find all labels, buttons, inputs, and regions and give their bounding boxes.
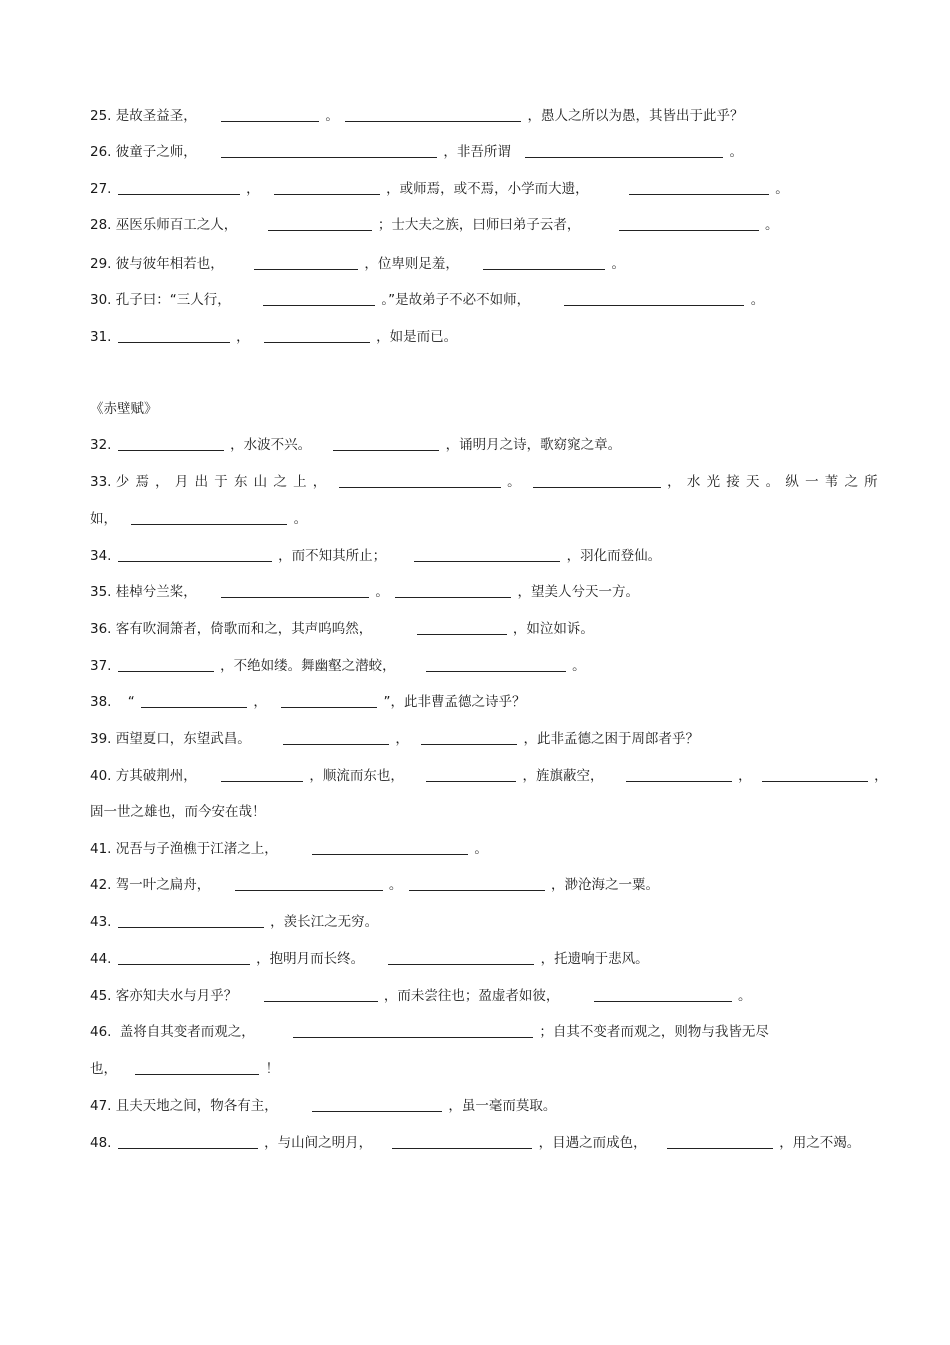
fill-blank[interactable] (141, 693, 247, 708)
fill-blank[interactable] (254, 255, 358, 270)
question-text: ，旌旗蔽空， (522, 768, 604, 784)
question-text: ，水波不兴。 (230, 437, 312, 453)
question-text: 方其破荆州， (115, 768, 197, 784)
question-27 (90, 178, 860, 200)
question-text: 且夫天地之间，物各有主， (115, 1098, 278, 1114)
question-40 (90, 765, 888, 787)
question-text: 。 (750, 292, 765, 308)
question-37 (90, 655, 860, 677)
question-text: ！ (265, 1061, 280, 1077)
fill-blank[interactable] (312, 840, 468, 855)
question-38 (90, 691, 860, 713)
fill-blank[interactable] (667, 1134, 773, 1149)
question-number: 32. (90, 437, 112, 453)
question-46-cont (90, 1058, 860, 1080)
question-25 (90, 105, 860, 127)
question-text: ， (395, 731, 409, 747)
fill-blank[interactable] (221, 583, 369, 598)
question-text: ；自其不变者而观之，则物与我皆无尽 (539, 1024, 769, 1040)
question-text: ，而不知其所止； (278, 548, 387, 564)
question-text: ， (246, 181, 260, 197)
question-number: 44. (90, 951, 112, 967)
question-number: 48. (90, 1135, 112, 1151)
fill-blank[interactable] (392, 1134, 532, 1149)
question-text: ，如泣如诉。 (512, 621, 594, 637)
question-text: 固一世之雄也，而今安在哉！ (90, 804, 266, 820)
question-text: 。 (611, 256, 625, 272)
question-text: ；士大夫之族，曰师曰弟子云者， (377, 217, 581, 233)
question-text: 孔子曰：“三人行， (115, 292, 231, 308)
question-text: 。 (293, 511, 308, 527)
question-48 (90, 1132, 860, 1154)
question-text: 客有吹洞箫者，倚歌而和之，其声呜呜然， (115, 621, 373, 637)
question-text: ，非吾所谓 (443, 144, 511, 160)
question-number: 42. (90, 877, 112, 893)
question-number: 39. (90, 731, 112, 747)
question-text: ，望美人兮天一方。 (517, 584, 639, 600)
question-text: ，羡长江之无穷。 (270, 914, 379, 930)
question-text: ， (236, 329, 250, 345)
question-47 (90, 1095, 860, 1117)
question-number: 26. (90, 144, 112, 160)
question-text: 客亦知夫水与月乎？ (115, 988, 238, 1004)
fill-blank[interactable] (268, 216, 372, 231)
fill-blank[interactable] (414, 547, 560, 562)
fill-blank[interactable] (118, 328, 230, 343)
fill-blank[interactable] (421, 730, 517, 745)
question-text: 。 (572, 658, 586, 674)
question-45 (90, 985, 860, 1007)
fill-blank[interactable] (312, 1097, 442, 1112)
question-30 (90, 289, 860, 311)
question-29 (90, 253, 860, 275)
question-text: ，顺流而东也， (309, 768, 404, 784)
fill-blank[interactable] (135, 1060, 259, 1075)
question-text: 。 (507, 474, 521, 490)
fill-blank[interactable] (762, 767, 868, 782)
fill-blank[interactable] (264, 328, 370, 343)
fill-blank[interactable] (339, 473, 501, 488)
question-number: 31. (90, 329, 112, 345)
fill-blank[interactable] (281, 693, 377, 708)
question-text: ，虽一毫而莫取。 (448, 1098, 557, 1114)
fill-blank[interactable] (345, 107, 521, 122)
question-text: 。 (729, 144, 743, 160)
fill-blank[interactable] (283, 730, 389, 745)
fill-blank[interactable] (395, 583, 511, 598)
fill-blank[interactable] (417, 620, 507, 635)
fill-blank[interactable] (118, 950, 250, 965)
fill-blank[interactable] (118, 913, 264, 928)
question-text: ， (874, 768, 888, 784)
fill-blank[interactable] (131, 510, 287, 525)
question-39 (90, 728, 860, 750)
question-text: 。 (764, 217, 779, 233)
question-number: 41. (90, 841, 112, 857)
question-34 (90, 545, 860, 567)
question-number: 36. (90, 621, 112, 637)
question-text: ，目遇之而成色， (538, 1135, 647, 1151)
fill-blank[interactable] (221, 767, 303, 782)
question-number: 37. (90, 658, 112, 674)
section-title: 《赤壁赋》 (90, 401, 158, 417)
fill-blank[interactable] (274, 180, 380, 195)
question-text: 也， (90, 1061, 117, 1077)
question-text: 。 (325, 108, 339, 124)
question-number: 33. (90, 474, 112, 490)
fill-blank[interactable] (263, 291, 375, 306)
question-number: 27. (90, 181, 112, 197)
question-text: ，不绝如缕。舞幽壑之潜蛟， (220, 658, 396, 674)
question-41 (90, 838, 860, 860)
question-number: 40. (90, 768, 112, 784)
question-text: 。 (375, 584, 389, 600)
question-text: ，如是而已。 (376, 329, 458, 345)
fill-blank[interactable] (221, 107, 319, 122)
question-text: 少焉，月出于东山之上， (115, 474, 333, 490)
fill-blank[interactable] (333, 436, 439, 451)
question-44 (90, 948, 860, 970)
fill-blank[interactable] (626, 767, 732, 782)
question-text: 彼与彼年相若也， (115, 256, 224, 272)
question-number: 43. (90, 914, 112, 930)
question-32 (90, 434, 860, 456)
question-number: 45. (90, 988, 112, 1004)
question-33-cont (90, 508, 860, 530)
question-number: 47. (90, 1098, 112, 1114)
question-40-cont (90, 801, 860, 823)
question-number: 46. (90, 1024, 112, 1040)
question-number: 38. (90, 694, 112, 710)
question-text: 如， (90, 511, 117, 527)
question-text: 。 (474, 841, 488, 857)
fill-blank[interactable] (118, 180, 240, 195)
fill-blank[interactable] (293, 1023, 533, 1038)
question-text: ，托遗响于悲风。 (540, 951, 649, 967)
question-text: ，位卑则足羞， (364, 256, 459, 272)
fill-blank[interactable] (235, 876, 383, 891)
question-text: ，而未尝往也；盈虚者如彼， (383, 988, 560, 1004)
fill-blank[interactable] (619, 216, 759, 231)
fill-blank[interactable] (264, 987, 378, 1002)
question-text: ，羽化而登仙。 (566, 548, 662, 564)
question-number: 35. (90, 584, 112, 600)
question-35 (90, 581, 860, 603)
fill-blank[interactable] (221, 143, 437, 158)
question-31 (90, 326, 860, 348)
question-text: ，渺沧海之一粟。 (550, 877, 659, 893)
question-number: 25. (90, 108, 112, 124)
fill-blank[interactable] (118, 436, 224, 451)
fill-blank[interactable] (629, 180, 769, 195)
question-text: 。 (737, 988, 752, 1004)
fill-blank[interactable] (525, 143, 723, 158)
question-text: 巫医乐师百工之人， (115, 217, 238, 233)
question-text: 况吾与子渔樵于江渚之上， (115, 841, 278, 857)
question-text: ，用之不竭。 (779, 1135, 861, 1151)
question-number: 29. (90, 256, 112, 272)
question-number: 34. (90, 548, 112, 564)
fill-blank[interactable] (118, 657, 214, 672)
question-text: ，或师焉，或不焉，小学而大遗， (386, 181, 589, 197)
fill-blank[interactable] (118, 1134, 258, 1149)
question-text: 桂棹兮兰桨， (115, 584, 197, 600)
question-text: 盖将自其变者而观之， (119, 1024, 255, 1040)
question-text: ，抱明月而长终。 (256, 951, 365, 967)
fill-blank[interactable] (594, 987, 732, 1002)
fill-blank[interactable] (426, 767, 516, 782)
question-28 (90, 214, 860, 236)
question-text: ，此非孟德之困于周郎者乎？ (523, 731, 699, 747)
question-text: 是故圣益圣， (115, 108, 197, 124)
question-text: ， (253, 694, 267, 710)
question-42 (90, 874, 860, 896)
question-text: 。”是故弟子不必不如师， (381, 292, 531, 308)
question-46 (90, 1021, 860, 1043)
question-number: 28. (90, 217, 112, 233)
fill-blank[interactable] (409, 876, 545, 891)
fill-blank[interactable] (483, 255, 605, 270)
question-43 (90, 911, 860, 933)
fill-blank[interactable] (118, 547, 272, 562)
fill-blank[interactable] (388, 950, 534, 965)
question-36 (90, 618, 860, 640)
fill-blank[interactable] (564, 291, 744, 306)
fill-blank[interactable] (426, 657, 566, 672)
question-33 (90, 471, 884, 493)
question-text: 西望夏口，东望武昌。 (115, 731, 251, 747)
question-text: 。 (775, 181, 789, 197)
question-text: ，愚人之所以为愚，其皆出于此乎？ (527, 108, 744, 124)
question-text: ， (738, 768, 752, 784)
question-text: ”，此非曹孟德之诗乎？ (383, 694, 526, 710)
question-text: 。 (388, 877, 403, 893)
fill-blank[interactable] (533, 473, 661, 488)
question-text: ，与山间之明月， (264, 1135, 373, 1151)
question-26 (90, 141, 860, 163)
question-number: 30. (90, 292, 112, 308)
question-text: 彼童子之师， (115, 144, 197, 160)
question-text: ，水光接天。纵一苇之所 (667, 474, 884, 490)
question-text: “ (127, 694, 135, 710)
question-text: ，诵明月之诗，歌窈窕之章。 (445, 437, 622, 453)
question-text: 驾一叶之扁舟， (115, 877, 211, 893)
